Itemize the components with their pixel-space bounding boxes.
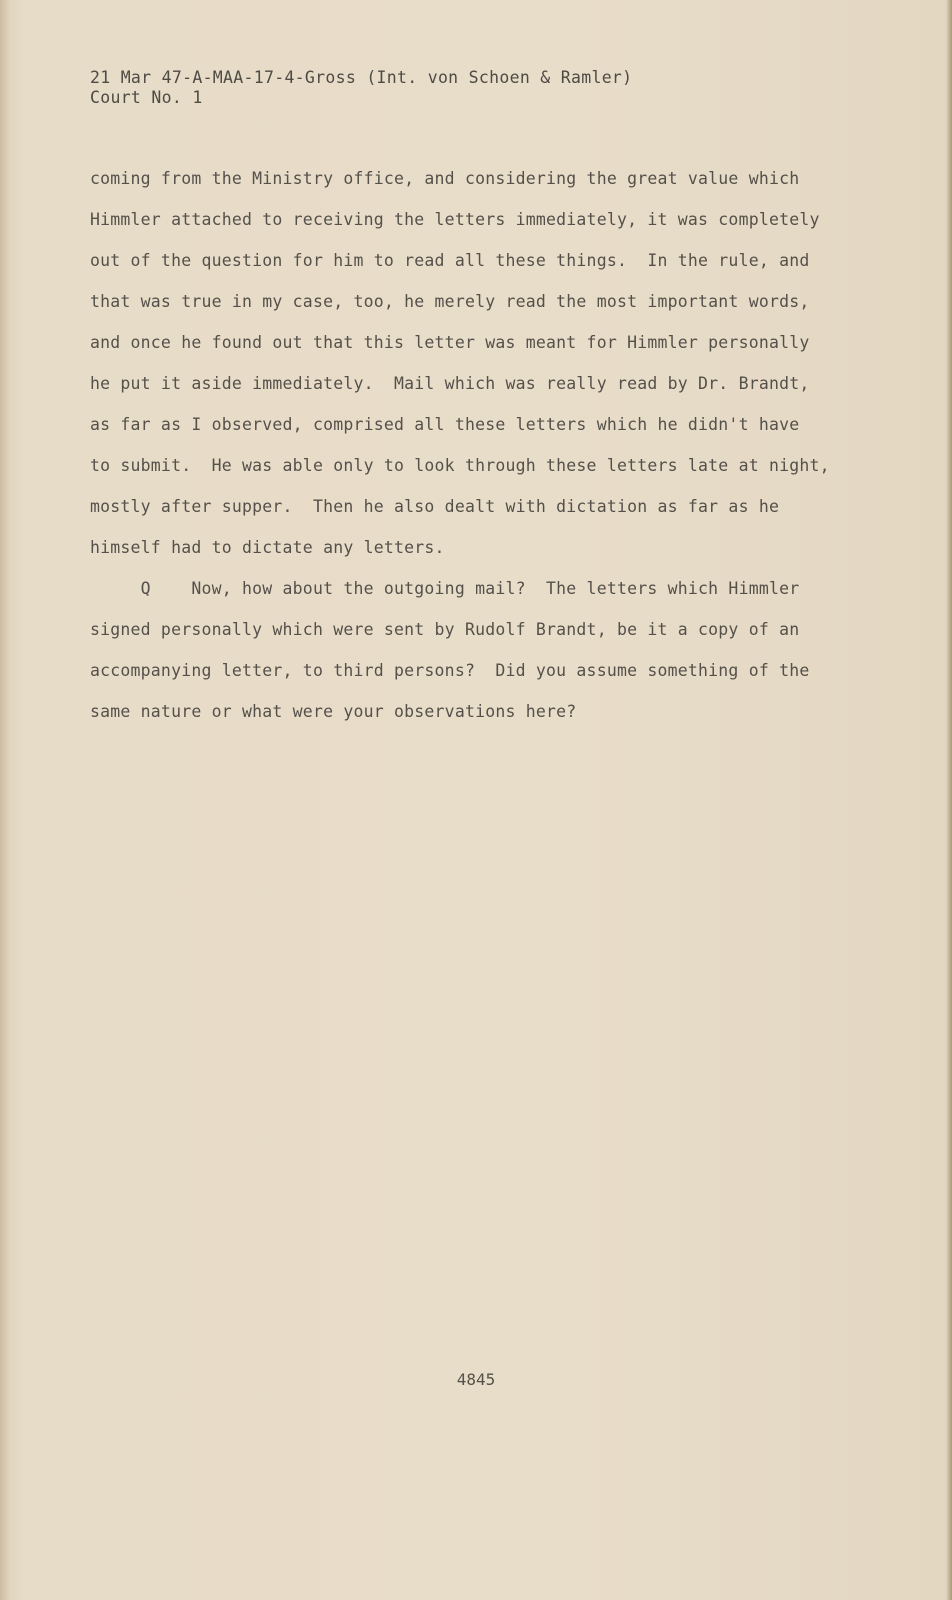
header-court-line: Court No. 1 <box>90 88 203 107</box>
transcript-line: to submit. He was able only to look through these letters late at night, <box>90 456 830 475</box>
page-left-edge <box>0 0 10 1600</box>
page-number: 4845 <box>456 1370 496 1389</box>
transcript-body <box>90 169 850 743</box>
transcript-line: and once he found out that this letter was meant for Himmler personally <box>90 333 810 352</box>
header-case-line: 21 Mar 47-A-MAA-17-4-Gross (Int. von Schoen & Ramler) <box>90 68 633 87</box>
transcript-line: that was true in my case, too, he merely read the most important words, <box>90 292 810 311</box>
transcript-line: same nature or what were your observations here? <box>90 702 577 721</box>
transcript-line: mostly after supper. Then he also dealt with dictation as far as he <box>90 497 780 516</box>
transcript-line: as far as I observed, comprised all these letters which he didn't have <box>90 415 800 434</box>
transcript-line: accompanying letter, to third persons? Did you assume something of the <box>90 661 810 680</box>
transcript-line: himself had to dictate any letters. <box>90 538 445 557</box>
transcript-line: Himmler attached to receiving the letters immediately, it was completely <box>90 210 820 229</box>
transcript-question-line: Q Now, how about the outgoing mail? The letters which Himmler <box>90 579 800 598</box>
transcript-line: he put it aside immediately. Mail which was really read by Dr. Brandt, <box>90 374 810 393</box>
transcript-line: signed personally which were sent by Rudolf Brandt, be it a copy of an <box>90 620 800 639</box>
document-header <box>90 68 632 108</box>
transcript-line: out of the question for him to read all these things. In the rule, and <box>90 251 810 270</box>
transcript-line: coming from the Ministry office, and considering the great value which <box>90 169 800 188</box>
page-right-edge <box>946 0 952 1600</box>
